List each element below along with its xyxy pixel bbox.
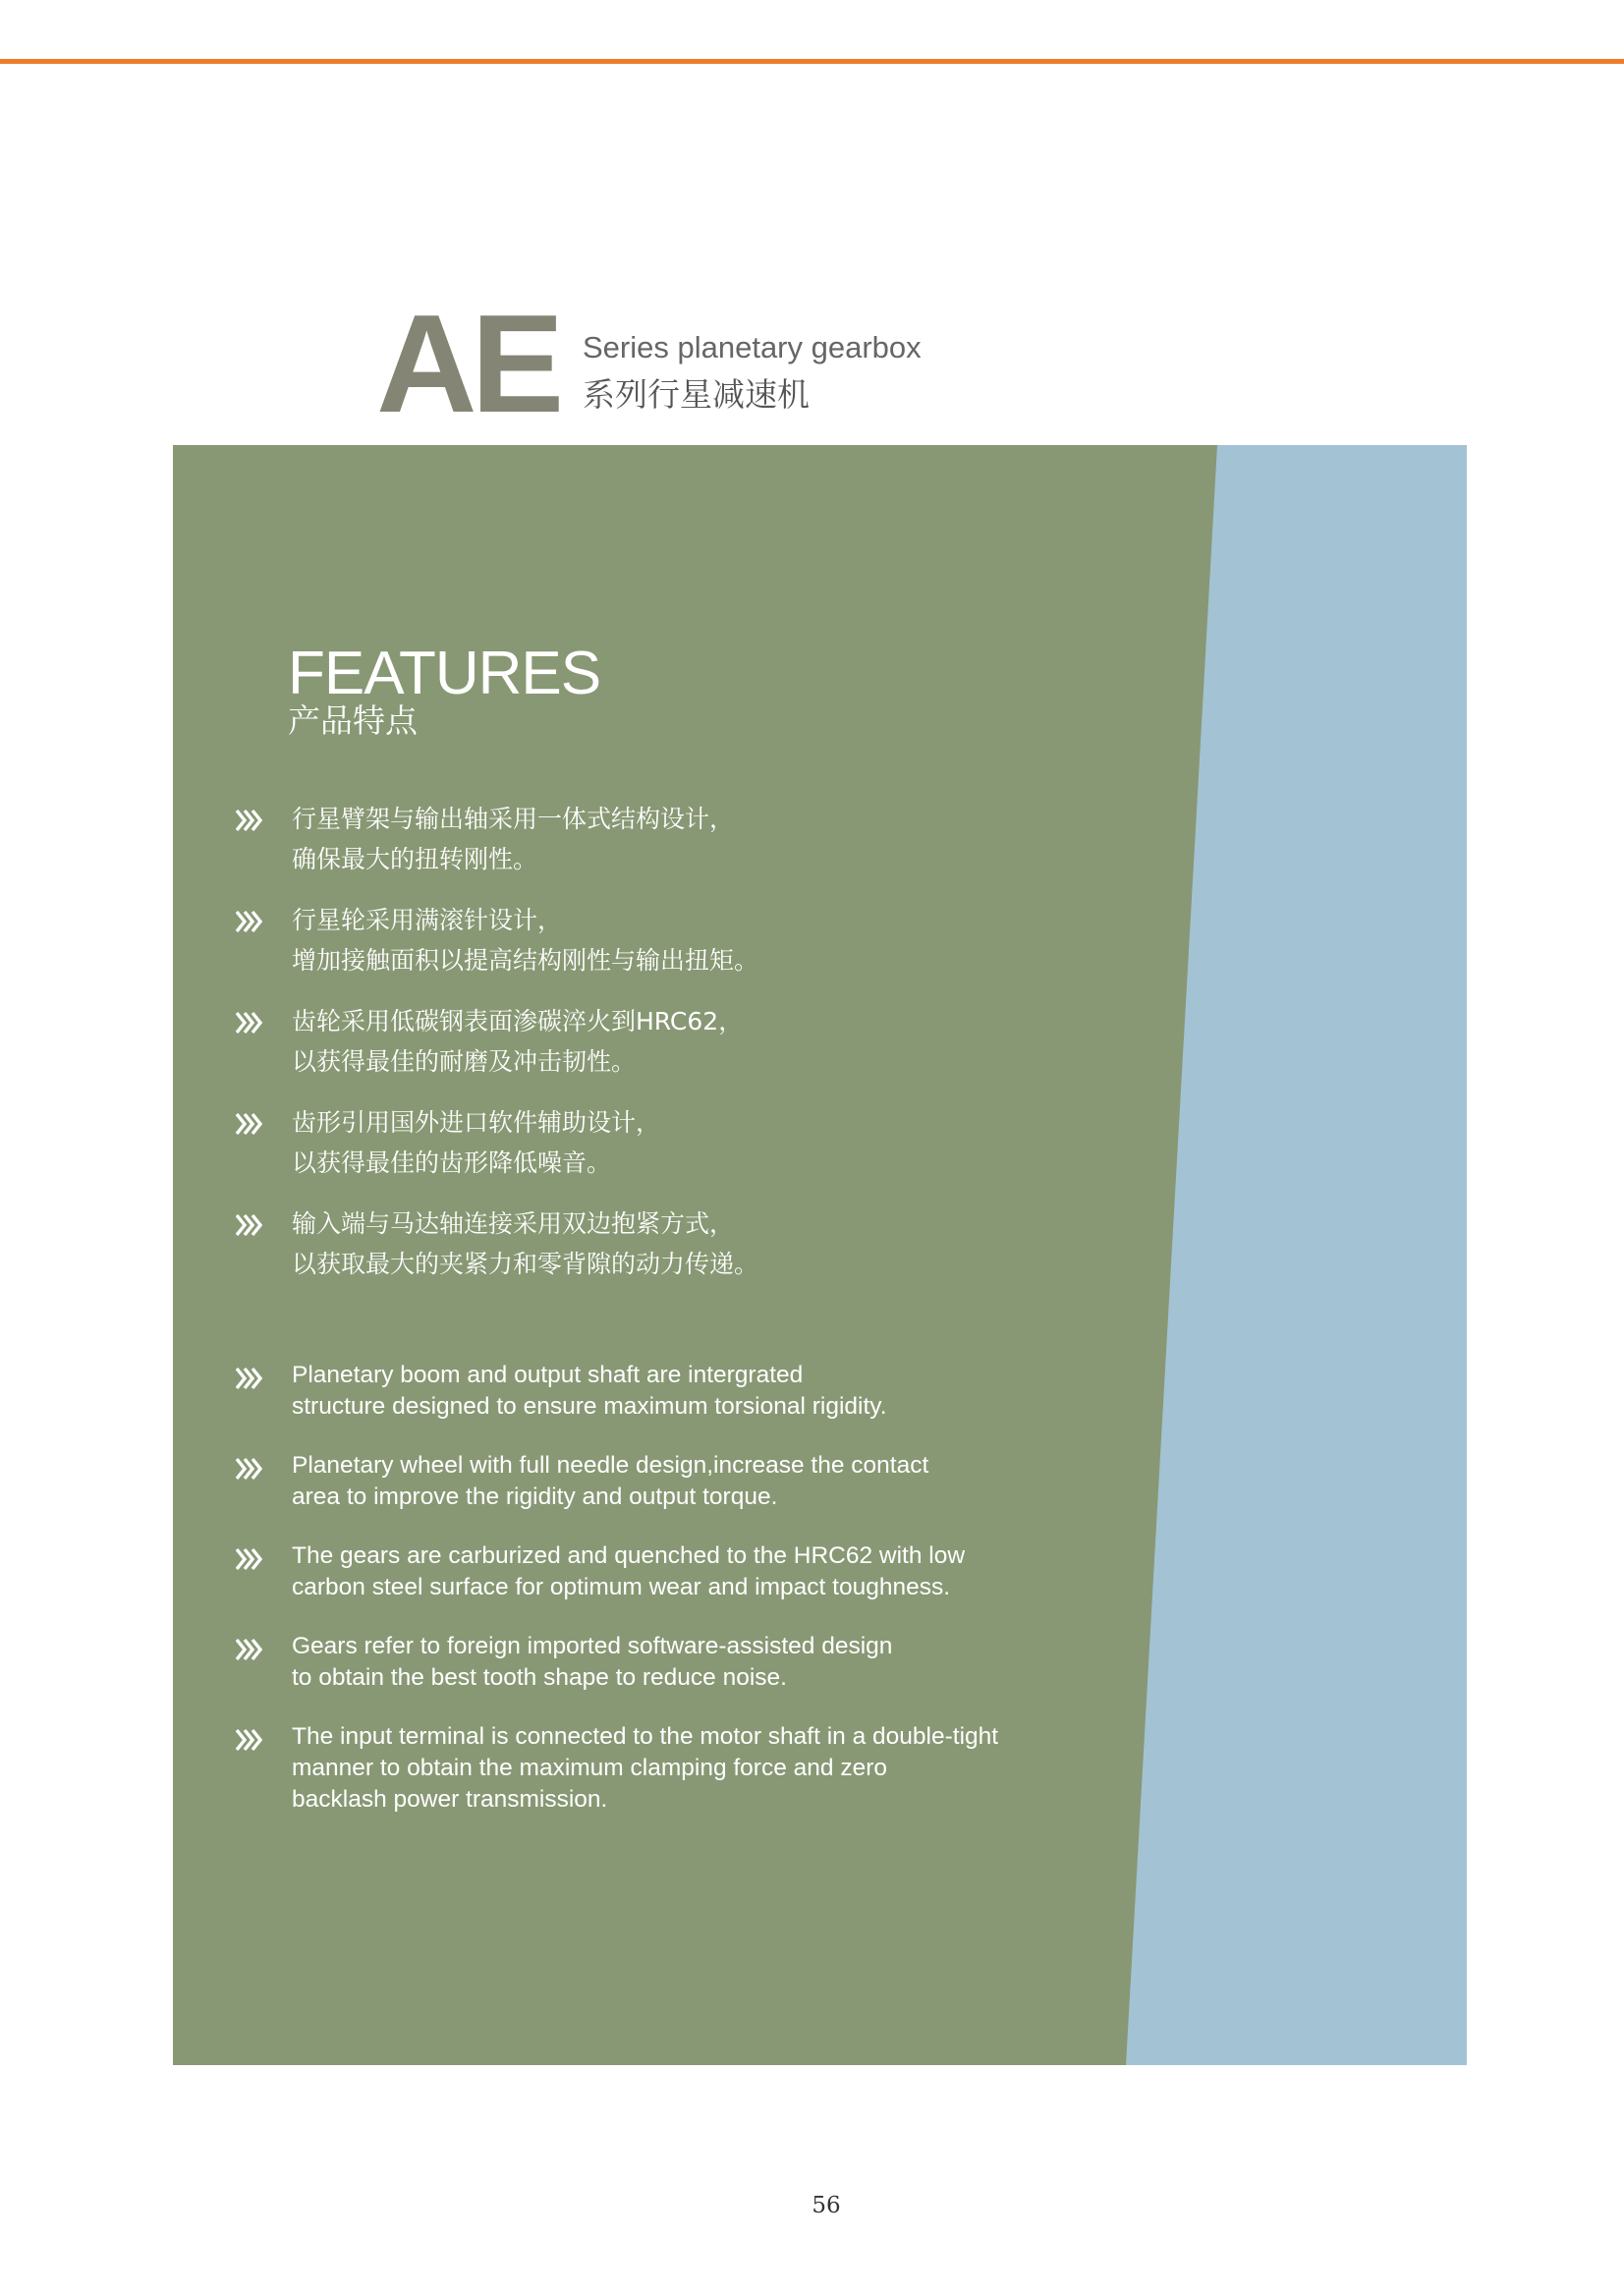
feature-text-line: 输入端与马达轴连接采用双边抱紧方式， xyxy=(292,1209,735,1238)
feature-text-line: 以获取最大的夹紧力和零背隙的动力传递。 xyxy=(292,1250,759,1278)
feature-item-cn xyxy=(236,900,758,1001)
triple-chevron-right-icon xyxy=(236,909,263,934)
series-title-en: Series planetary gearbox xyxy=(583,330,922,364)
feature-text-line: 以获得最佳的耐磨及冲击韧性。 xyxy=(292,1047,637,1076)
feature-text-line: Gears refer to foreign imported software-assisted design xyxy=(292,1633,893,1659)
feature-text-line: 齿轮采用低碳钢表面渗碳淬火到HRC62， xyxy=(292,1007,744,1036)
feature-text-line: 行星臂架与输出轴采用一体式结构设计， xyxy=(292,805,735,833)
feature-text-line: 以获得最佳的齿形降低噪音。 xyxy=(292,1148,612,1177)
feature-item-cn xyxy=(236,1102,758,1203)
features-title: FEATURES xyxy=(288,640,601,707)
feature-item-en xyxy=(236,1540,998,1631)
feature-text-line: 确保最大的扭转刚性。 xyxy=(292,845,538,873)
triple-chevron-right-icon xyxy=(236,1366,263,1391)
feature-text-line: The input terminal is connected to the motor shaft in a double-tight xyxy=(292,1723,999,1750)
feature-item-cn xyxy=(236,1203,758,1305)
feature-text-line: to obtain the best tooth shape to reduce noise. xyxy=(292,1664,787,1691)
feature-text-line: structure designed to ensure maximum torsional rigidity. xyxy=(292,1393,887,1420)
triple-chevron-right-icon xyxy=(236,1637,263,1662)
triple-chevron-right-icon xyxy=(236,808,263,833)
feature-text-line: manner to obtain the maximum clamping force and zero xyxy=(292,1755,887,1781)
feature-item-en xyxy=(236,1450,998,1540)
feature-item-cn xyxy=(236,1001,758,1102)
features-list-en xyxy=(236,1360,998,1816)
feature-text-line: Planetary wheel with full needle design,increase the contact xyxy=(292,1452,929,1479)
triple-chevron-right-icon xyxy=(236,1546,263,1572)
feature-text-line: Planetary boom and output shaft are intergrated xyxy=(292,1362,804,1388)
feature-item-cn xyxy=(236,799,758,900)
feature-text-line: 行星轮采用满滚针设计， xyxy=(292,906,563,934)
triple-chevron-right-icon xyxy=(236,1727,263,1753)
features-subtitle: 产品特点 xyxy=(288,701,418,740)
feature-text-line: The gears are carburized and quenched to the HRC62 with low xyxy=(292,1542,966,1569)
feature-text-line: 齿形引用国外进口软件辅助设计， xyxy=(292,1108,661,1137)
feature-item-en xyxy=(236,1631,998,1721)
triple-chevron-right-icon xyxy=(236,1111,263,1137)
header-rule xyxy=(0,59,1624,64)
feature-text-line: backlash power transmission. xyxy=(292,1786,608,1813)
triple-chevron-right-icon xyxy=(236,1212,263,1238)
series-code: AE xyxy=(376,286,559,442)
feature-item-en xyxy=(236,1360,998,1450)
page-number: 56 xyxy=(812,2193,841,2218)
feature-text-line: area to improve the rigidity and output torque. xyxy=(292,1483,778,1510)
triple-chevron-right-icon xyxy=(236,1010,263,1036)
features-list-cn xyxy=(236,799,758,1305)
series-title-cn: 系列行星减速机 xyxy=(583,375,810,414)
feature-text-line: 增加接触面积以提高结构刚性与输出扭矩。 xyxy=(292,946,759,975)
feature-text-line: carbon steel surface for optimum wear and impact toughness. xyxy=(292,1574,951,1600)
triple-chevron-right-icon xyxy=(236,1456,263,1482)
feature-item-en xyxy=(236,1721,998,1816)
